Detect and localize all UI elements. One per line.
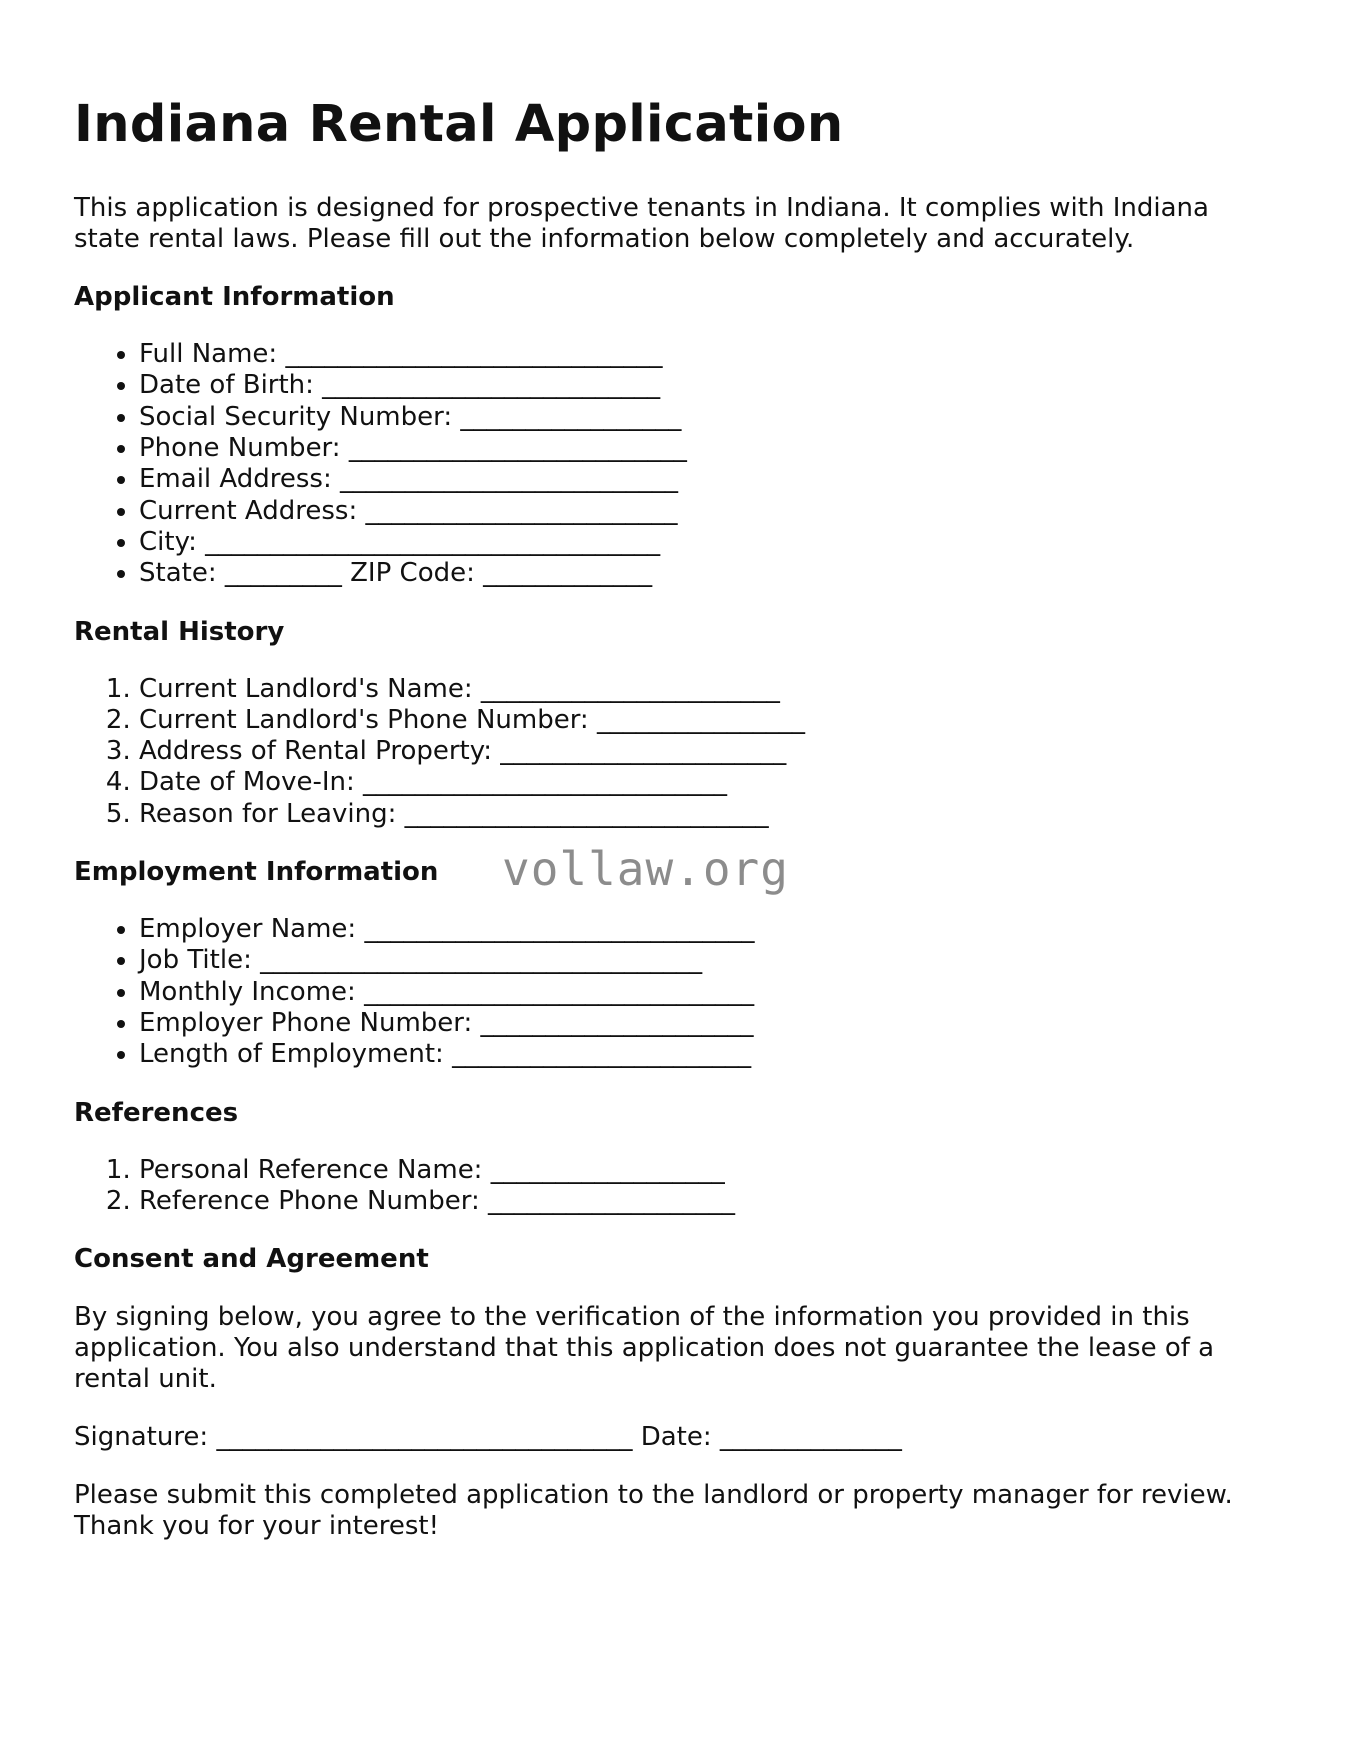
- field-phone-number: • Phone Number: __________________________: [139, 433, 1274, 464]
- document-page: [74, 80, 1274, 1542]
- field-reason-for-leaving: 5. Reason for Leaving: ____________________________: [139, 799, 1274, 830]
- rental-history-heading: Rental History: [74, 616, 285, 647]
- field-state-zip: • State: _________ ZIP Code: _____________: [139, 558, 1274, 589]
- signature-date-line: Signature: ________________________________ Date: ______________: [74, 1422, 902, 1453]
- consent-paragraph: By signing below, you agree to the verification of the information you provided in this application. You also understand that this application does not guarantee the lease of a rental unit.: [74, 1302, 1215, 1395]
- field-landlord-name: 1. Current Landlord's Name: _______________________: [139, 674, 1274, 705]
- intro-paragraph: This application is designed for prospective tenants in Indiana. It complies with Indiana state rental laws. Please fill out the information below completely and accurately.: [74, 193, 1209, 255]
- field-length-of-employment: • Length of Employment: _______________________: [139, 1039, 1274, 1070]
- field-ssn: • Social Security Number: _________________: [139, 402, 1274, 433]
- field-reference-name: 1. Personal Reference Name: __________________: [139, 1155, 1274, 1186]
- consent-heading: Consent and Agreement: [74, 1244, 429, 1275]
- applicant-field-list: [74, 339, 1274, 589]
- page-title: Indiana Rental Application: [74, 95, 844, 154]
- field-email-address: • Email Address: __________________________: [139, 464, 1274, 495]
- field-city: • City: ___________________________________: [139, 527, 1274, 558]
- rental-history-list: [74, 674, 1274, 830]
- field-full-name: • Full Name: _____________________________: [139, 339, 1274, 370]
- field-employer-name: • Employer Name: ______________________________: [139, 914, 1274, 945]
- field-job-title: • Job Title: __________________________________: [139, 945, 1274, 976]
- references-list: [74, 1155, 1274, 1218]
- watermark-text: vollaw.org: [502, 842, 789, 896]
- employment-field-list: [74, 914, 1274, 1070]
- field-current-address: • Current Address: ________________________: [139, 496, 1274, 527]
- field-landlord-phone: 2. Current Landlord's Phone Number: ________________: [139, 705, 1274, 736]
- field-monthly-income: • Monthly Income: ______________________________: [139, 977, 1274, 1008]
- field-employer-phone: • Employer Phone Number: _____________________: [139, 1008, 1274, 1039]
- employment-heading: Employment Information: [74, 857, 439, 888]
- applicant-section-heading: Applicant Information: [74, 282, 395, 313]
- field-reference-phone: 2. Reference Phone Number: ___________________: [139, 1186, 1274, 1217]
- field-date-of-birth: • Date of Birth: __________________________: [139, 370, 1274, 401]
- field-rental-address: 3. Address of Rental Property: ______________________: [139, 736, 1274, 767]
- references-heading: References: [74, 1097, 239, 1128]
- field-move-in-date: 4. Date of Move-In: ____________________________: [139, 767, 1274, 798]
- closing-paragraph: Please submit this completed application to the landlord or property manager for review. Thank you for your interest!: [74, 1480, 1233, 1542]
